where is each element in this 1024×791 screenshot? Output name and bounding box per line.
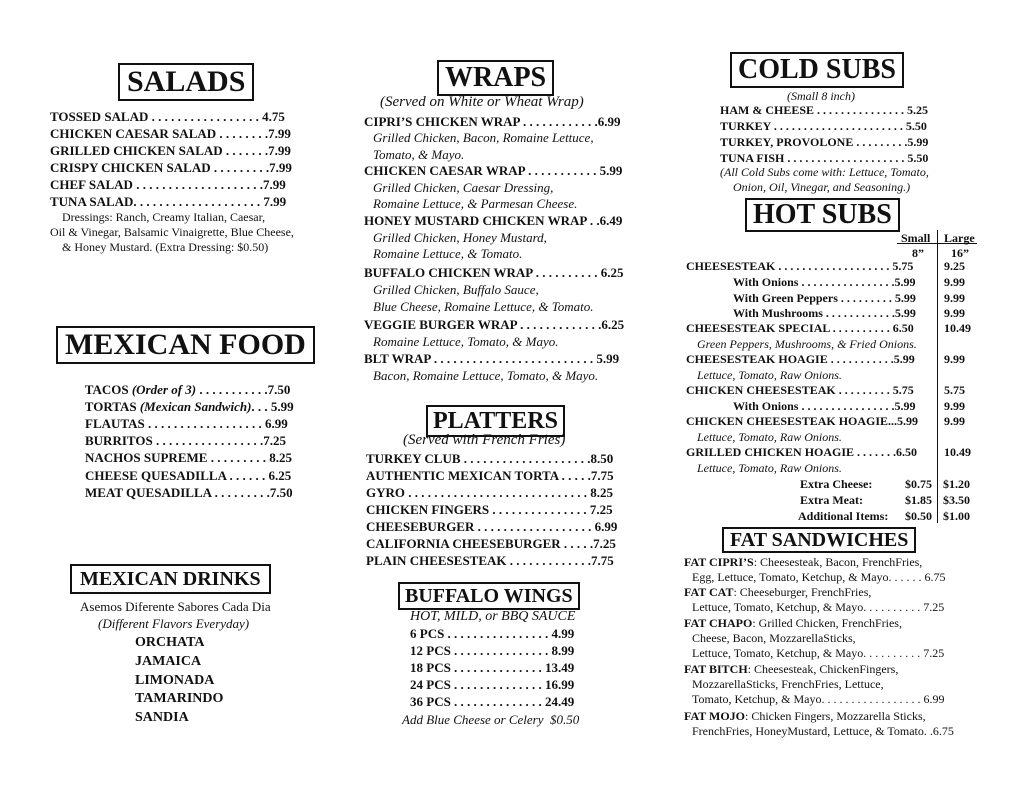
extra-large: $1.20 bbox=[943, 477, 970, 491]
fat-sandwich-name: FAT MOJO bbox=[684, 709, 745, 723]
platters-title: PLATTERS bbox=[426, 405, 565, 437]
hot-sub-item: With Onions . . . . . . . . . . . . . . . .5.99 bbox=[733, 275, 916, 289]
mexican-item-price: . . . . . . . . . . . . . . . . .7.25 bbox=[152, 433, 286, 448]
hot-subs-title: HOT SUBS bbox=[745, 198, 900, 232]
mexican-item-name: NACHOS SUPREME bbox=[85, 450, 208, 465]
fat-sandwich-item bbox=[684, 663, 898, 675]
extra-small: $0.75 bbox=[905, 477, 932, 491]
cold-sub-item: HAM & CHEESE . . . . . . . . . . . . . . . 5.25 bbox=[720, 103, 929, 117]
wings-item: 36 PCS . . . . . . . . . . . . . . 24.49 bbox=[410, 694, 575, 709]
drinks-subtitle-2: (Different Flavors Everyday) bbox=[98, 616, 250, 631]
hot-sub-large-price: 9.99 bbox=[944, 275, 965, 289]
wrap-description: Grilled Chicken, Bacon, Romaine Lettuce, bbox=[373, 130, 594, 145]
wings-item: 24 PCS . . . . . . . . . . . . . . 16.99 bbox=[410, 677, 575, 692]
platter-item: CHEESEBURGER . . . . . . . . . . . . . . . . . . 6.99 bbox=[366, 519, 618, 534]
platter-item: CALIFORNIA CHEESEBURGER . . . . .7.25 bbox=[366, 536, 616, 551]
fat-sandwich-item bbox=[684, 556, 922, 568]
extra-label: Additional Items: bbox=[798, 509, 889, 523]
fat-sandwich-name: FAT CAT bbox=[684, 585, 734, 599]
mexican-item-price: . . . . . . . . .7.50 bbox=[211, 485, 293, 500]
extra-large: $1.00 bbox=[943, 509, 970, 523]
wrap-description: Romaine Lettuce, Tomato, & Mayo. bbox=[373, 334, 559, 349]
fat-sandwich-description: MozzarellaSticks, FrenchFries, Lettuce, bbox=[692, 677, 884, 691]
cold-sub-item: TURKEY, PROVOLONE . . . . . . . . .5.99 bbox=[720, 135, 929, 149]
platter-item: PLAIN CHEESESTEAK . . . . . . . . . . . . .7.75 bbox=[366, 553, 614, 568]
drinks-subtitle: Asemos Diferente Sabores Cada Dia bbox=[80, 599, 271, 614]
fat-sandwich-description: : Cheesesteak, Bacon, FrenchFries, bbox=[753, 555, 923, 569]
hot-sub-description: Lettuce, Tomato, Raw Onions. bbox=[697, 461, 842, 475]
mexican-item-name: CHEESE QUESADILLA bbox=[85, 468, 227, 483]
mexican-item-price: . . . 5.99 bbox=[251, 399, 294, 414]
hot-sub-item: With Green Peppers . . . . . . . . . 5.99 bbox=[733, 291, 916, 305]
mexican-item-name: FLAUTAS bbox=[85, 416, 145, 431]
hot-sub-large-price: 10.49 bbox=[944, 445, 971, 459]
fat-sandwich-description: : Cheesesteak, ChickenFingers, bbox=[747, 662, 899, 676]
extra-label: Extra Meat: bbox=[800, 493, 863, 507]
wrap-description: Blue Cheese, Romaine Lettuce, & Tomato. bbox=[373, 299, 594, 314]
hot-sub-large-price: 9.99 bbox=[944, 291, 965, 305]
fat-sandwich-description: Cheese, Bacon, MozzarellaSticks, bbox=[692, 631, 856, 645]
hot-sub-item: CHICKEN CHEESESTEAK HOAGIE...5.99 bbox=[686, 414, 919, 428]
extra-label: Extra Cheese: bbox=[800, 477, 873, 491]
hot-sub-item: CHEESESTEAK HOAGIE . . . . . . . . . . .5.99 bbox=[686, 352, 915, 366]
wrap-description: Romaine Lettuce, & Parmesan Cheese. bbox=[373, 196, 578, 211]
wings-item: 6 PCS . . . . . . . . . . . . . . . . 4.99 bbox=[410, 626, 575, 641]
wrap-item: CHICKEN CAESAR WRAP . . . . . . . . . . . 5.99 bbox=[364, 163, 623, 178]
fat-sandwich-description: : Grilled Chicken, FrenchFries, bbox=[752, 616, 902, 630]
salad-item: CHICKEN CAESAR SALAD . . . . . . . .7.99 bbox=[50, 126, 291, 141]
cold-subs-subtitle: (Small 8 inch) bbox=[787, 89, 855, 103]
hot-sub-large-price: 9.25 bbox=[944, 259, 965, 273]
column-divider bbox=[937, 230, 938, 523]
fat-sandwich-item bbox=[684, 710, 926, 722]
wings-footer: Add Blue Cheese or Celery $0.50 bbox=[402, 712, 580, 727]
salad-item: TUNA SALAD. . . . . . . . . . . . . . . . . . . . 7.99 bbox=[50, 194, 287, 209]
salad-item: CRISPY CHICKEN SALAD . . . . . . . . .7.99 bbox=[50, 160, 292, 175]
platter-item: AUTHENTIC MEXICAN TORTA . . . . .7.75 bbox=[366, 468, 614, 483]
cold-subs-note: Onion, Oil, Vinegar, and Seasoning.) bbox=[733, 180, 911, 194]
salad-item: CHEF SALAD . . . . . . . . . . . . . . . . . . . .7.99 bbox=[50, 177, 286, 192]
col-header-small: Small bbox=[901, 231, 931, 245]
dressings-note: & Honey Mustard. (Extra Dressing: $0.50) bbox=[62, 240, 269, 254]
fat-sandwich-name: FAT CIPRI’S bbox=[684, 555, 754, 569]
hot-sub-item: CHEESESTEAK SPECIAL . . . . . . . . . . 6.50 bbox=[686, 321, 914, 335]
col-header-large: Large bbox=[944, 231, 975, 245]
mexican-item-price: . . . . . . . . . . .7.50 bbox=[196, 382, 291, 397]
drink-item: SANDIA bbox=[135, 710, 189, 725]
hot-sub-large-price: 9.99 bbox=[944, 399, 965, 413]
hot-sub-item: CHEESESTEAK . . . . . . . . . . . . . . . . . . . 5.75 bbox=[686, 259, 914, 273]
mexican-item-name: TACOS bbox=[84, 382, 129, 397]
platter-item: TURKEY CLUB . . . . . . . . . . . . . . . . . . . .8.50 bbox=[366, 451, 614, 466]
platter-item: GYRO . . . . . . . . . . . . . . . . . . . . . . . . . . . . 8.25 bbox=[366, 485, 613, 500]
wrap-description: Grilled Chicken, Buffalo Sauce, bbox=[373, 282, 539, 297]
fat-sandwich-name: FAT CHAPO bbox=[684, 616, 753, 630]
hot-sub-large-price: 9.99 bbox=[944, 414, 965, 428]
mexican-item-price: . . . . . . 6.25 bbox=[226, 468, 292, 483]
extra-small: $1.85 bbox=[905, 493, 932, 507]
extra-small: $0.50 bbox=[905, 509, 932, 523]
fat-sandwich-name: FAT BITCH bbox=[684, 662, 748, 676]
mexican-item-note: (Order of 3) bbox=[128, 382, 197, 397]
fat-sandwich-description: : Chicken Fingers, Mozzarella Sticks, bbox=[745, 709, 926, 723]
col-header-large-size: 16” bbox=[951, 246, 969, 260]
fat-sandwich-item bbox=[684, 586, 871, 598]
col-header-small-size: 8” bbox=[912, 246, 924, 260]
wrap-description: Romaine Lettuce, & Tomato. bbox=[373, 246, 523, 261]
fat-sandwiches-title: FAT SANDWICHES bbox=[722, 527, 916, 553]
mexican-item-note: (Mexican Sandwich) bbox=[136, 399, 252, 414]
mexican-item-price: . . . . . . . . . . . . . . . . . . 6.99 bbox=[144, 416, 288, 431]
header-divider bbox=[897, 243, 977, 244]
drink-item: TAMARINDO bbox=[135, 691, 224, 706]
cold-subs-title: COLD SUBS bbox=[730, 52, 904, 88]
drink-item: ORCHATA bbox=[135, 635, 205, 650]
wrap-description: Grilled Chicken, Honey Mustard, bbox=[373, 230, 547, 245]
fat-sandwich-description: FrenchFries, HoneyMustard, Lettuce, & Tomato. .6.75 bbox=[692, 724, 954, 738]
wrap-description: Tomato, & Mayo. bbox=[373, 147, 465, 162]
hot-sub-description: Green Peppers, Mushrooms, & Fried Onions. bbox=[697, 337, 917, 351]
extra-large: $3.50 bbox=[943, 493, 970, 507]
dressings-note: Oil & Vinegar, Balsamic Vinaigrette, Blue Cheese, bbox=[50, 225, 294, 239]
buffalo-wings-title: BUFFALO WINGS bbox=[398, 582, 580, 610]
wraps-title: WRAPS bbox=[437, 60, 554, 96]
wraps-subtitle: (Served on White or Wheat Wrap) bbox=[380, 94, 584, 110]
mexican-item-name: BURRITOS bbox=[85, 433, 153, 448]
mexican-item-price: . . . . . . . . . 8.25 bbox=[207, 450, 292, 465]
wrap-item: BUFFALO CHICKEN WRAP . . . . . . . . . . 6.25 bbox=[364, 265, 624, 280]
fat-sandwich-description: Lettuce, Tomato, Ketchup, & Mayo. . . . . . . . . . 7.25 bbox=[692, 600, 945, 614]
hot-sub-item: CHICKEN CHEESESTEAK . . . . . . . . . 5.75 bbox=[686, 383, 914, 397]
fat-sandwich-item bbox=[684, 617, 902, 629]
mexican-drinks-title: MEXICAN DRINKS bbox=[70, 564, 271, 594]
cold-subs-note: (All Cold Subs come with: Lettuce, Tomato, bbox=[720, 165, 929, 179]
hot-sub-large-price: 9.99 bbox=[944, 352, 965, 366]
salads-title: SALADS bbox=[118, 63, 254, 101]
hot-sub-item: With Mushrooms . . . . . . . . . . . .5.99 bbox=[733, 306, 916, 320]
dressings-note: Dressings: Ranch, Creamy Italian, Caesar, bbox=[62, 210, 266, 224]
hot-sub-large-price: 10.49 bbox=[944, 321, 971, 335]
hot-sub-item: GRILLED CHICKEN HOAGIE . . . . . . .6.50 bbox=[686, 445, 918, 459]
mexican-food-item bbox=[72, 473, 293, 512]
platters-subtitle: (Served with French Fries) bbox=[403, 432, 566, 448]
salad-item: GRILLED CHICKEN SALAD . . . . . . .7.99 bbox=[50, 143, 291, 158]
cold-sub-item: TURKEY . . . . . . . . . . . . . . . . . . . . . . 5.50 bbox=[720, 119, 927, 133]
fat-sandwich-description: Tomato, Ketchup, & Mayo. . . . . . . . . . . . . . . . . 6.99 bbox=[692, 692, 945, 706]
drink-item: JAMAICA bbox=[135, 654, 202, 669]
wings-subtitle: HOT, MILD, or BBQ SAUCE bbox=[410, 609, 576, 624]
mexican-item-name: MEAT QUESADILLA bbox=[85, 485, 212, 500]
salad-item: TOSSED SALAD . . . . . . . . . . . . . . . . . 4.75 bbox=[50, 109, 285, 124]
wrap-item: CIPRI’S CHICKEN WRAP . . . . . . . . . . . .6.99 bbox=[364, 114, 621, 129]
wrap-item: HONEY MUSTARD CHICKEN WRAP . .6.49 bbox=[364, 213, 623, 228]
platter-item: CHICKEN FINGERS . . . . . . . . . . . . . . . 7.25 bbox=[366, 502, 613, 517]
wrap-item: VEGGIE BURGER WRAP . . . . . . . . . . . . .6.25 bbox=[364, 317, 625, 332]
hot-sub-large-price: 5.75 bbox=[944, 383, 965, 397]
mexican-item-name: TORTAS bbox=[84, 399, 137, 414]
drink-item: LIMONADA bbox=[135, 673, 215, 688]
wings-item: 18 PCS . . . . . . . . . . . . . . 13.49 bbox=[410, 660, 575, 675]
hot-sub-description: Lettuce, Tomato, Raw Onions. bbox=[697, 430, 842, 444]
mexican-food-title: MEXICAN FOOD bbox=[56, 326, 315, 364]
wings-item: 12 PCS . . . . . . . . . . . . . . . 8.99 bbox=[410, 643, 575, 658]
fat-sandwich-description: Egg, Lettuce, Tomato, Ketchup, & Mayo. . . . . . 6.75 bbox=[692, 570, 946, 584]
hot-sub-description: Lettuce, Tomato, Raw Onions. bbox=[697, 368, 842, 382]
hot-sub-item: With Onions . . . . . . . . . . . . . . . .5.99 bbox=[733, 399, 916, 413]
cold-sub-item: TUNA FISH . . . . . . . . . . . . . . . . . . . . 5.50 bbox=[720, 151, 929, 165]
fat-sandwich-description: : Cheeseburger, FrenchFries, bbox=[733, 585, 872, 599]
wrap-description: Bacon, Romaine Lettuce, Tomato, & Mayo. bbox=[373, 368, 599, 383]
fat-sandwich-description: Lettuce, Tomato, Ketchup, & Mayo. . . . . . . . . . 7.25 bbox=[692, 646, 945, 660]
wrap-description: Grilled Chicken, Caesar Dressing, bbox=[373, 180, 554, 195]
wrap-item: BLT WRAP . . . . . . . . . . . . . . . . . . . . . . . . . 5.99 bbox=[364, 351, 620, 366]
hot-sub-large-price: 9.99 bbox=[944, 306, 965, 320]
